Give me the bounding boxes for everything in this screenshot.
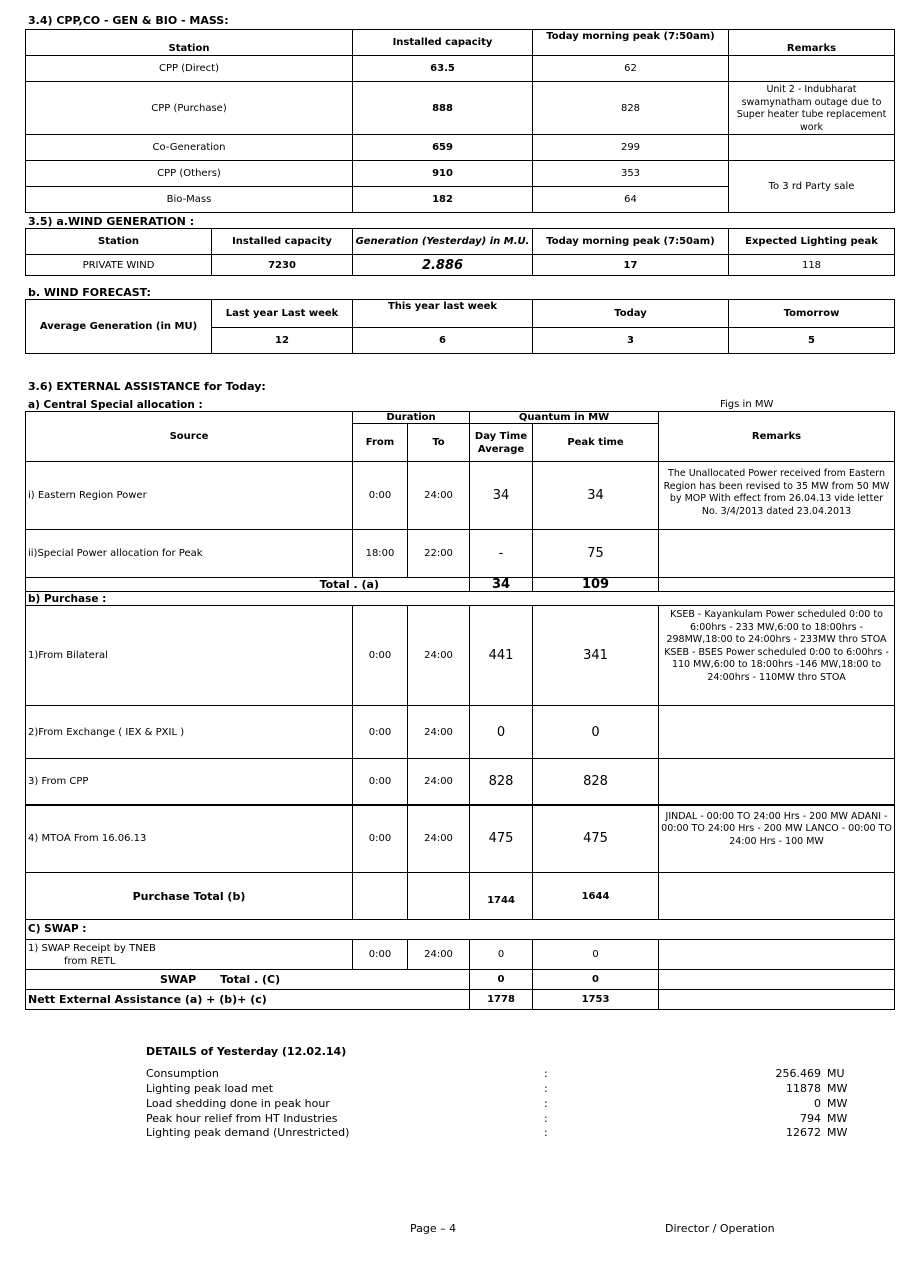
station-cell: Bio-Mass bbox=[26, 187, 353, 213]
detail-label: Load shedding done in peak hour bbox=[146, 1097, 330, 1110]
header-installed: Installed capacity bbox=[353, 30, 533, 56]
table-row bbox=[26, 82, 895, 135]
remarks-cell: Unit 2 - Indubharat swamynatham outage due to Super heater tube replacement work bbox=[729, 82, 895, 135]
remarks-cell: To 3 rd Party sale bbox=[729, 161, 895, 213]
wind-forecast-table bbox=[25, 299, 895, 354]
installed-cell: 63.5 bbox=[353, 56, 533, 82]
total-c-remarks bbox=[659, 970, 895, 990]
peak-cell: 828 bbox=[533, 759, 659, 805]
total-b-from bbox=[353, 873, 408, 920]
total-c-avg: 0 bbox=[470, 970, 533, 990]
peak-cell: 75 bbox=[533, 530, 659, 578]
table-row bbox=[26, 530, 895, 578]
section-3-6-heading: 3.6) EXTERNAL ASSISTANCE for Today: bbox=[28, 380, 266, 393]
detail-value: 0 bbox=[814, 1097, 821, 1110]
table-row bbox=[26, 805, 895, 873]
to-cell: 24:00 bbox=[408, 706, 470, 759]
installed-cell: 910 bbox=[353, 161, 533, 187]
table-row bbox=[26, 56, 895, 82]
peak-cell: 64 bbox=[533, 187, 729, 213]
detail-sep: : bbox=[544, 1126, 548, 1139]
total-row bbox=[26, 970, 895, 990]
total-row bbox=[26, 873, 895, 920]
detail-unit: MW bbox=[827, 1097, 848, 1110]
figs-note: Figs in MW bbox=[720, 399, 774, 410]
table-header-row bbox=[26, 300, 895, 328]
cpp-table bbox=[25, 29, 895, 213]
detail-unit: MW bbox=[827, 1126, 848, 1139]
detail-row bbox=[0, 1067, 918, 1082]
avg-cell: 0 bbox=[470, 940, 533, 970]
table-row bbox=[26, 135, 895, 161]
header-remarks: Remarks bbox=[659, 412, 895, 462]
detail-value: 256.469 bbox=[775, 1067, 821, 1080]
source-cell: i) Eastern Region Power bbox=[26, 462, 353, 530]
to-cell: 24:00 bbox=[408, 940, 470, 970]
detail-label: Peak hour relief from HT Industries bbox=[146, 1112, 338, 1125]
header-peak: Today morning peak (7:50am) bbox=[533, 30, 729, 56]
detail-row bbox=[0, 1082, 918, 1097]
forecast-cell: 12 bbox=[212, 328, 353, 354]
avg-cell: 475 bbox=[470, 805, 533, 873]
total-a-label: Total . (a) bbox=[26, 578, 470, 592]
total-c-label-swap: SWAP bbox=[160, 973, 197, 986]
header-this-year: This year last week bbox=[353, 300, 533, 328]
detail-label: Lighting peak load met bbox=[146, 1082, 274, 1095]
total-row bbox=[26, 578, 895, 592]
detail-label: Consumption bbox=[146, 1067, 219, 1080]
header-remarks: Remarks bbox=[729, 30, 895, 56]
source-cell: ii)Special Power allocation for Peak bbox=[26, 530, 353, 578]
nett-row bbox=[26, 990, 895, 1010]
source-cell bbox=[26, 940, 353, 970]
total-c-peak: 0 bbox=[533, 970, 659, 990]
forecast-cell: 3 bbox=[533, 328, 729, 354]
central-allocation-heading: a) Central Special allocation : bbox=[28, 399, 203, 411]
header-today: Today bbox=[533, 300, 729, 328]
table-row bbox=[26, 606, 895, 706]
remarks-cell: KSEB - Kayankulam Power scheduled 0:00 to 6:00hrs - 233 MW,6:00 to 18:00hrs - 298MW,18:00 to 24:00hrs - 233MW thro STOA KSEB - BSES Power scheduled 0:00 to 6:00hrs - 110 MW,6:00 to 18:00hrs -146 MW,18:00 to 24:00hrs - 110MW thro STOA bbox=[659, 606, 895, 706]
remarks-cell bbox=[729, 135, 895, 161]
nett-avg: 1778 bbox=[470, 990, 533, 1010]
detail-unit: MW bbox=[827, 1082, 848, 1095]
total-b-avg: 1744 bbox=[470, 873, 533, 920]
installed-cell: 659 bbox=[353, 135, 533, 161]
avg-cell: 441 bbox=[470, 606, 533, 706]
total-a-remarks bbox=[659, 578, 895, 592]
nett-label: Nett External Assistance (a) + (b)+ (c) bbox=[26, 990, 470, 1010]
peak-cell: 17 bbox=[533, 255, 729, 276]
station-cell: Co-Generation bbox=[26, 135, 353, 161]
detail-value: 794 bbox=[800, 1112, 821, 1125]
page-number: Page – 4 bbox=[410, 1222, 457, 1235]
forecast-cell: 5 bbox=[729, 328, 895, 354]
to-cell: 24:00 bbox=[408, 805, 470, 873]
swap-source-line1: 1) SWAP Receipt by TNEB bbox=[28, 942, 156, 954]
remarks-cell: JINDAL - 00:00 TO 24:00 Hrs - 200 MW ADANI - 00:00 TO 24:00 Hrs - 200 MW LANCO - 00:00 TO 24:00 Hrs - 100 MW bbox=[659, 805, 895, 873]
table-row bbox=[26, 462, 895, 530]
peak-cell: 34 bbox=[533, 462, 659, 530]
avg-cell: 828 bbox=[470, 759, 533, 805]
peak-cell: 341 bbox=[533, 606, 659, 706]
total-b-to bbox=[408, 873, 470, 920]
peak-cell: 828 bbox=[533, 82, 729, 135]
peak-cell: 0 bbox=[533, 940, 659, 970]
peak-cell: 62 bbox=[533, 56, 729, 82]
header-lighting: Expected Lighting peak bbox=[729, 229, 895, 255]
source-cell: 3) From CPP bbox=[26, 759, 353, 805]
section-3-4-heading: 3.4) CPP,CO - GEN & BIO - MASS: bbox=[28, 14, 229, 27]
header-station: Station bbox=[26, 229, 212, 255]
station-cell: CPP (Direct) bbox=[26, 56, 353, 82]
table-header-row bbox=[26, 229, 895, 255]
remarks-cell bbox=[729, 56, 895, 82]
station-cell: PRIVATE WIND bbox=[26, 255, 212, 276]
header-station: Station bbox=[26, 30, 353, 56]
header-installed: Installed capacity bbox=[212, 229, 353, 255]
from-cell: 0:00 bbox=[353, 706, 408, 759]
from-cell: 0:00 bbox=[353, 940, 408, 970]
swap-source-line2: from RETL bbox=[64, 955, 116, 967]
subsection-row bbox=[26, 920, 895, 940]
detail-row bbox=[0, 1097, 918, 1112]
peak-cell: 0 bbox=[533, 706, 659, 759]
header-duration: Duration bbox=[353, 412, 470, 424]
header-day-avg: Day Time Average bbox=[470, 424, 533, 462]
detail-value: 11878 bbox=[786, 1082, 821, 1095]
header-peak: Peak time bbox=[533, 424, 659, 462]
total-a-peak: 109 bbox=[533, 578, 659, 592]
header-peak: Today morning peak (7:50am) bbox=[533, 229, 729, 255]
table-header-row bbox=[26, 412, 895, 424]
detail-sep: : bbox=[544, 1067, 548, 1080]
total-c-label-total: Total . (C) bbox=[220, 973, 281, 986]
installed-cell: 182 bbox=[353, 187, 533, 213]
peak-cell: 475 bbox=[533, 805, 659, 873]
purchase-heading: b) Purchase : bbox=[26, 592, 895, 606]
table-header-row bbox=[26, 30, 895, 56]
source-cell: 4) MTOA From 16.06.13 bbox=[26, 805, 353, 873]
to-cell: 24:00 bbox=[408, 462, 470, 530]
wind-generation-table bbox=[25, 228, 895, 276]
to-cell: 24:00 bbox=[408, 759, 470, 805]
lighting-cell: 118 bbox=[729, 255, 895, 276]
installed-cell: 888 bbox=[353, 82, 533, 135]
detail-row bbox=[0, 1126, 918, 1141]
station-cell: CPP (Others) bbox=[26, 161, 353, 187]
from-cell: 0:00 bbox=[353, 462, 408, 530]
swap-heading: C) SWAP : bbox=[26, 920, 895, 940]
avg-cell: - bbox=[470, 530, 533, 578]
from-cell: 0:00 bbox=[353, 759, 408, 805]
total-b-peak: 1644 bbox=[533, 873, 659, 920]
generation-cell: 2.886 bbox=[353, 255, 533, 276]
remarks-cell bbox=[659, 759, 895, 805]
station-cell: CPP (Purchase) bbox=[26, 82, 353, 135]
avg-cell: 0 bbox=[470, 706, 533, 759]
table-row bbox=[26, 255, 895, 276]
remarks-cell bbox=[659, 940, 895, 970]
detail-sep: : bbox=[544, 1112, 548, 1125]
total-b-remarks bbox=[659, 873, 895, 920]
header-source: Source bbox=[26, 412, 353, 462]
header-quantum: Quantum in MW bbox=[470, 412, 659, 424]
from-cell: 0:00 bbox=[353, 805, 408, 873]
table-row bbox=[26, 940, 895, 970]
external-assistance-table bbox=[25, 411, 895, 1010]
installed-cell: 7230 bbox=[212, 255, 353, 276]
details-heading: DETAILS of Yesterday (12.02.14) bbox=[146, 1045, 347, 1058]
detail-value: 12672 bbox=[786, 1126, 821, 1139]
header-from: From bbox=[353, 424, 408, 462]
table-row bbox=[26, 161, 895, 187]
header-generation: Generation (Yesterday) in M.U. bbox=[353, 229, 533, 255]
nett-peak: 1753 bbox=[533, 990, 659, 1010]
header-tomorrow: Tomorrow bbox=[729, 300, 895, 328]
avg-generation-label: Average Generation (in MU) bbox=[26, 300, 212, 354]
detail-sep: : bbox=[544, 1082, 548, 1095]
remarks-cell bbox=[659, 706, 895, 759]
from-cell: 18:00 bbox=[353, 530, 408, 578]
total-a-avg: 34 bbox=[470, 578, 533, 592]
total-c-label bbox=[26, 970, 470, 990]
signature: Director / Operation bbox=[665, 1222, 775, 1235]
source-cell: 2)From Exchange ( IEX & PXIL ) bbox=[26, 706, 353, 759]
header-last-year: Last year Last week bbox=[212, 300, 353, 328]
section-3-5a-heading: 3.5) a.WIND GENERATION : bbox=[28, 215, 195, 228]
detail-row bbox=[0, 1112, 918, 1127]
section-3-5b-heading: b. WIND FORECAST: bbox=[28, 286, 151, 299]
detail-sep: : bbox=[544, 1097, 548, 1110]
subsection-row bbox=[26, 592, 895, 606]
remarks-cell bbox=[659, 530, 895, 578]
detail-label: Lighting peak demand (Unrestricted) bbox=[146, 1126, 350, 1139]
forecast-cell: 6 bbox=[353, 328, 533, 354]
detail-unit: MW bbox=[827, 1112, 848, 1125]
table-row bbox=[26, 706, 895, 759]
peak-cell: 353 bbox=[533, 161, 729, 187]
nett-remarks bbox=[659, 990, 895, 1010]
to-cell: 24:00 bbox=[408, 606, 470, 706]
avg-cell: 34 bbox=[470, 462, 533, 530]
peak-cell: 299 bbox=[533, 135, 729, 161]
total-b-label: Purchase Total (b) bbox=[26, 873, 353, 920]
from-cell: 0:00 bbox=[353, 606, 408, 706]
table-row bbox=[26, 759, 895, 805]
header-to: To bbox=[408, 424, 470, 462]
source-cell: 1)From Bilateral bbox=[26, 606, 353, 706]
detail-unit: MU bbox=[827, 1067, 845, 1080]
remarks-cell: The Unallocated Power received from Eastern Region has been revised to 35 MW from 50 MW by MOP With effect from 26.04.13 vide letter No. 3/4/2013 dated 23.04.2013 bbox=[659, 462, 895, 530]
to-cell: 22:00 bbox=[408, 530, 470, 578]
